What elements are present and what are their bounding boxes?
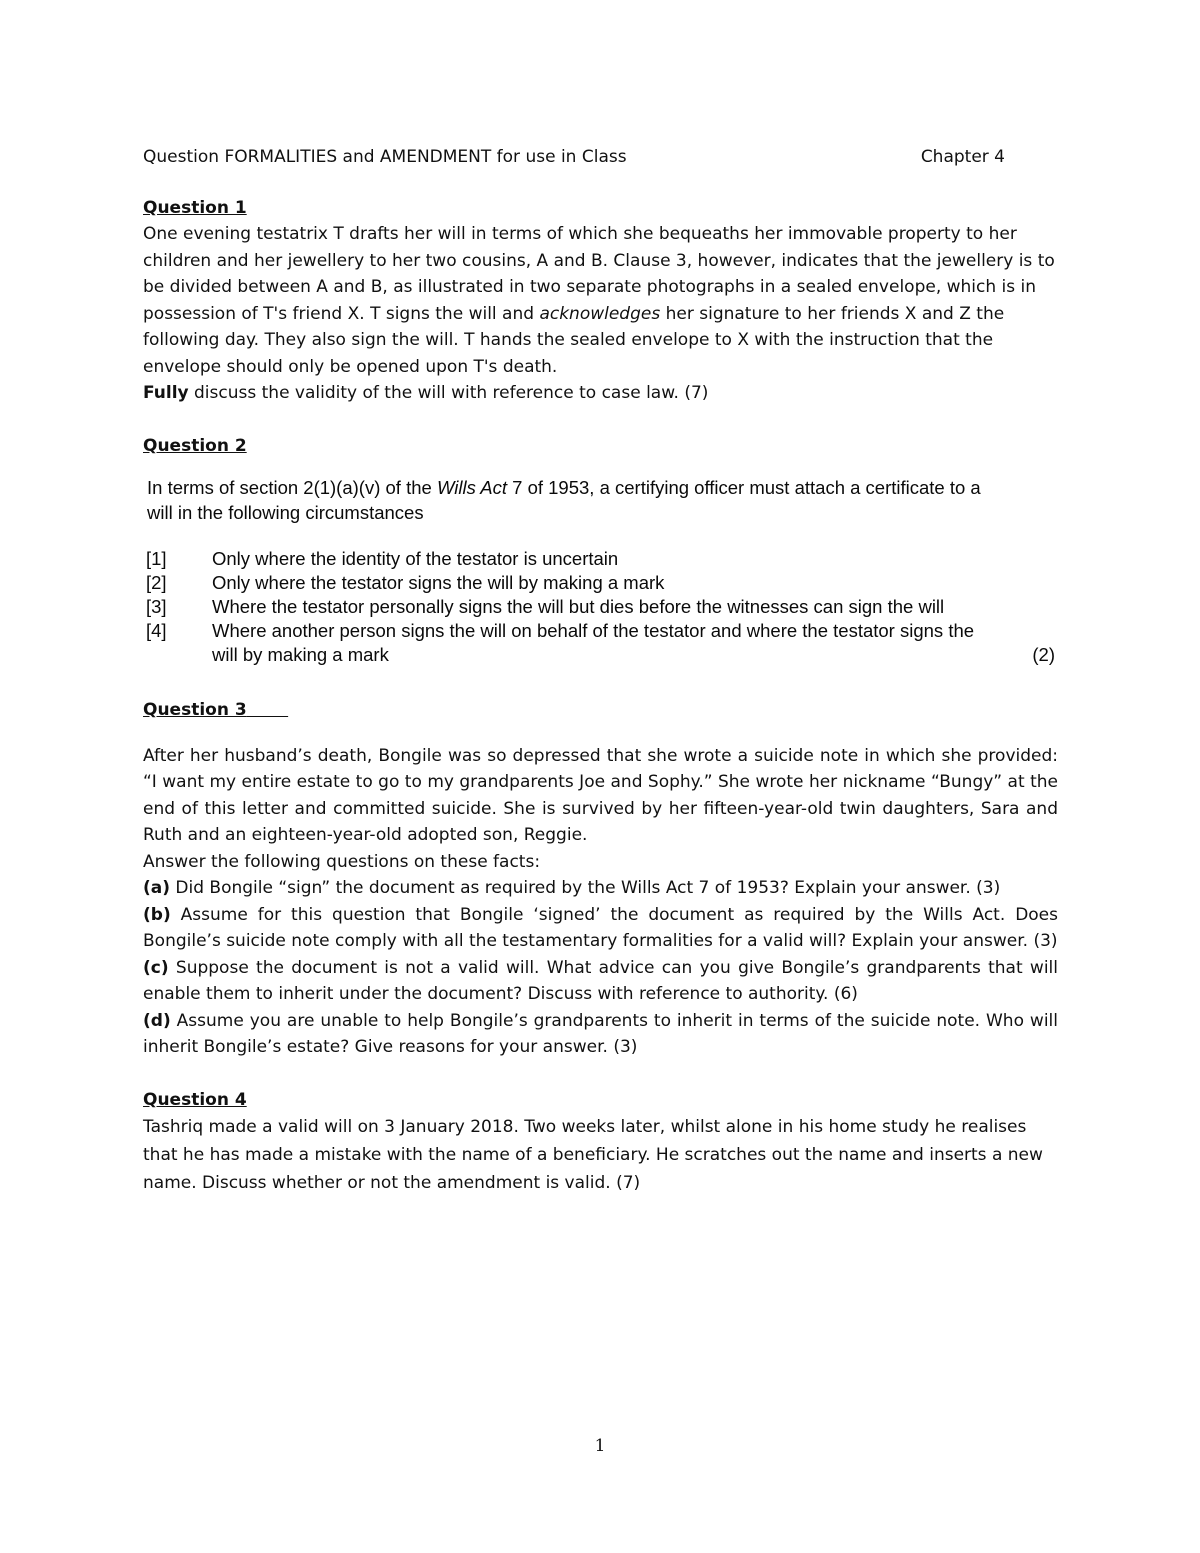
document-page (143, 145, 1058, 1197)
question-2 (143, 433, 1058, 667)
question-3-facts: After her husband’s death, Bongile was so depressed that she wrote a suicide note in which she provided: “I want my entire estate to go to my grandparents Joe and Sophy.” She wrote her nickname “Bungy” at the end of this letter and committed suicide. She is survived by her fifteen-year-old twin daughters, Sara and Ruth and an eighteen-year-old adopted son, Reggie. (143, 745, 1058, 845)
question-1-task: Fully discuss the validity of the will with reference to case law. (7) (143, 383, 709, 403)
question-3-part-a: (a) Did Bongile “sign” the document as required by the Wills Act 7 of 1953? Explain your answer. (3) (143, 878, 1001, 898)
question-2-stem: In terms of section 2(1)(a)(v) of the Wills Act 7 of 1953, a certifying officer must attach a certificate to a will in the following circumstances (147, 476, 981, 523)
document-title: Question FORMALITIES and AMENDMENT for use in Class (143, 147, 627, 167)
question-1-title: Question 1 (143, 198, 247, 218)
option-2: [2] Only where the testator signs the will by making a mark (146, 571, 665, 593)
question-2-options (143, 547, 1058, 667)
question-1-body: One evening testatrix T drafts her will in terms of which she bequeaths her immovable property to her children and her jewellery to her two cousins, A and B. Clause 3, however, indicates that the jewellery is to be divided between A and B, as illustrated in two separate photographs in a sealed envelope, which is in possession of T's friend X. T signs the will and acknowledges her signature to her friends X and Z the following day. They also sign the will. T hands the sealed envelope to X with the instruction that the envelope should only be opened upon T's death. (143, 224, 1055, 377)
question-4-title: Question 4 (143, 1089, 247, 1110)
question-3-part-c: (c) Suppose the document is not a valid will. What advice can you give Bongile’s grandparents that will enable them to inherit under the document? Discuss with reference to authority. (6) (143, 957, 1058, 1004)
question-4-body: Tashriq made a valid will on 3 January 2018. Two weeks later, whilst alone in his home study he realises that he has made a mistake with the name of a beneficiary. He scratches out the name and inserts a new name. Discuss whether or not the amendment is valid. (7) (143, 1116, 1043, 1193)
question-2-marks: (2) (1032, 643, 1055, 665)
question-3-intro: Answer the following questions on these facts: (143, 851, 541, 872)
page-number: 1 (594, 1436, 606, 1456)
question-3-part-b: (b) Assume for this question that Bongile ‘signed’ the document as required by the Wills Act. Does Bongile’s suicide note comply with all the testamentary formalities for a valid will? Explain your answer. (3) (143, 904, 1058, 951)
question-2-title: Question 2 (143, 435, 247, 456)
question-1 (143, 195, 1058, 407)
document-header (143, 145, 1005, 169)
option-1: [1] Only where the identity of the testator is uncertain (146, 547, 619, 569)
chapter-label: Chapter 4 (920, 147, 1005, 167)
question-3-title: Question 3 (143, 699, 247, 720)
option-4: [4] Where another person signs the will on behalf of the testator and where the testator signs the will by making a mark (146, 619, 975, 665)
option-3: [3] Where the testator personally signs the will but dies before the witnesses can sign the will (146, 595, 945, 617)
question-3 (143, 697, 1058, 1061)
question-4 (143, 1087, 1058, 1197)
question-3-part-d: (d) Assume you are unable to help Bongile’s grandparents to inherit in terms of the suicide note. Who will inherit Bongile’s estate? Give reasons for your answer. (3) (143, 1010, 1058, 1057)
acknowledges-emphasis: acknowledges (539, 303, 661, 324)
